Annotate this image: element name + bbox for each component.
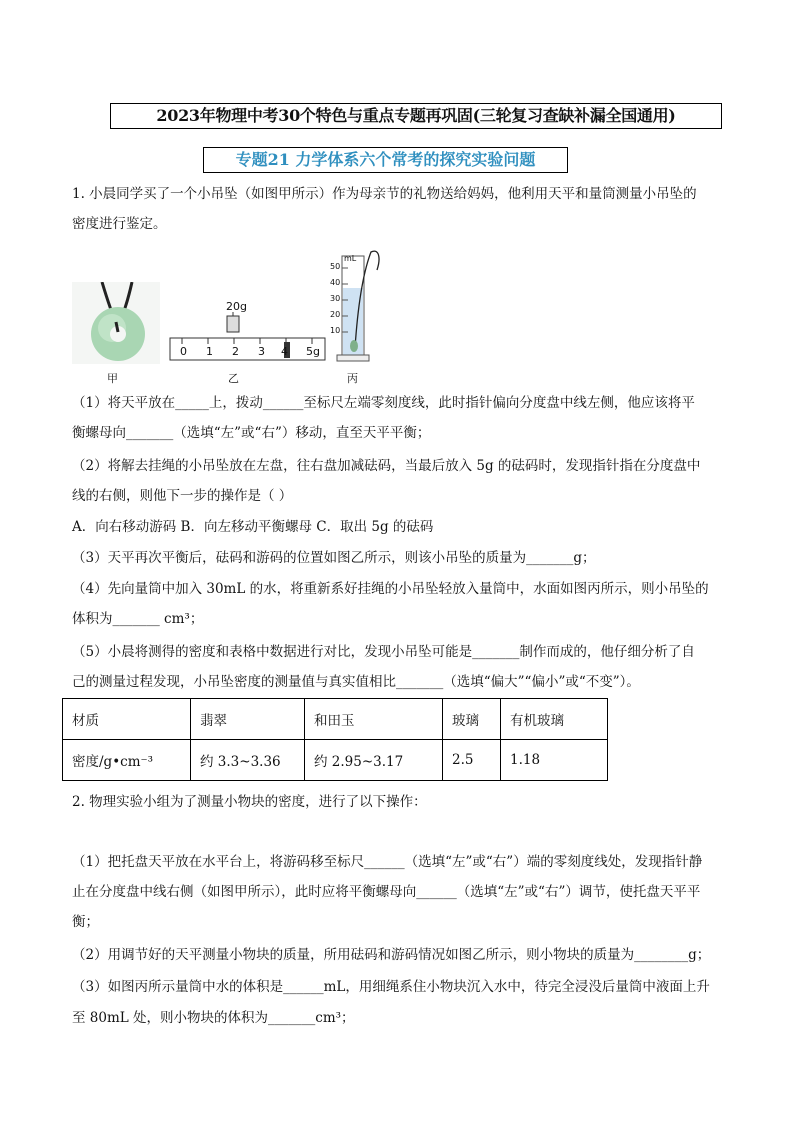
q1-part5-line-1: （5）小晨将测得的密度和表格中数据进行对比，发现小吊坠可能是_______制作而成的，他仔细分析了自 xyxy=(72,644,695,660)
cylinder-unit: mL xyxy=(344,254,357,263)
q1-part4-line-1: （4）先向量筒中加入 30mL 的水，将重新系好挂绳的小吊坠轻放入量筒中，水面如图丙所示，则小吊坠的 xyxy=(72,581,709,597)
q1-part1-line-1: （1）将天平放在_____上，拨动______至标尺左端零刻度线，此时指针偏向分度盘中线左侧，他应该将平 xyxy=(72,395,695,411)
figure-label-bing: 丙 xyxy=(347,372,358,385)
table-row xyxy=(63,740,608,781)
table-cell: 翡翠 xyxy=(191,699,305,740)
ruler-tick-4: 4 xyxy=(281,345,288,358)
jade-pendant-figure xyxy=(72,282,160,364)
q2-part1-line-3: 衡； xyxy=(72,914,99,930)
figure-label-jia: 甲 xyxy=(107,372,118,385)
ruler-tick-2: 2 xyxy=(232,345,239,358)
cylinder-tick-50: 50 xyxy=(330,262,341,271)
q2-part3-line-1: （3）如图丙所示量筒中水的体积是______mL，用细绳系住小物块沉入水中，待完全浸没后量筒中液面上升 xyxy=(72,979,710,995)
q1-part4-line-2: 体积为_______ cm³； xyxy=(72,611,204,627)
q2-part2: （2）用调节好的天平测量小物块的质量，所用砝码和游码情况如图乙所示，则小物块的质量为________g； xyxy=(72,947,711,963)
figure-label-yi: 乙 xyxy=(228,372,239,385)
table-header-row xyxy=(63,699,608,740)
q1-intro-line-1: 1. 小晨同学买了一个小吊坠（如图甲所示）作为母亲节的礼物送给妈妈，他利用天平和量筒测量小吊坠的 xyxy=(72,186,697,202)
table-cell: 密度/g•cm⁻³ xyxy=(63,740,191,781)
table-cell: 约 3.3~3.36 xyxy=(191,740,305,781)
table-cell: 约 2.95~3.17 xyxy=(305,740,443,781)
q1-part2-line-2: 线的右侧，则他下一步的操作是（ ） xyxy=(72,488,293,504)
q2-part3-line-2: 至 80mL 处，则小物块的体积为_______cm³； xyxy=(72,1010,355,1026)
q1-part3: （3）天平再次平衡后，砝码和游码的位置如图乙所示，则该小吊坠的质量为_______g； xyxy=(72,550,596,566)
balance-ruler-figure xyxy=(168,312,328,364)
q1-options: A．向右移动游码 B．向左移动平衡螺母 C．取出 5g 的砝码 xyxy=(72,519,434,535)
page-title: 2023年物理中考30个特色与重点专题再巩固(三轮复习查缺补漏全国通用) xyxy=(110,103,722,129)
table-cell: 2.5 xyxy=(443,740,501,781)
q1-part2-line-1: （2）将解去挂绳的小吊坠放在左盘，往右盘加减砝码，当最后放入 5g 的砝码时，发现指针指在分度盘中 xyxy=(72,458,701,474)
q2-part1-line-1: （1）把托盘天平放在水平台上，将游码移至标尺______（选填“左”或“右”）端的零刻度线处，发现指针静 xyxy=(72,854,703,870)
table-cell: 和田玉 xyxy=(305,699,443,740)
topic-title: 专题21 力学体系六个常考的探究实验问题 xyxy=(203,147,568,173)
cylinder-tick-30: 30 xyxy=(330,294,341,303)
q1-part5-line-2: 己的测量过程发现，小吊坠密度的测量值与真实值相比_______（选填“偏大”“偏小”或“不变”）。 xyxy=(72,674,640,690)
table-cell: 玻璃 xyxy=(443,699,501,740)
q2-intro: 2. 物理实验小组为了测量小物块的密度，进行了以下操作： xyxy=(72,794,427,810)
cylinder-tick-40: 40 xyxy=(330,278,341,287)
weight-mass-label: 20g xyxy=(226,300,247,313)
density-table xyxy=(62,698,608,781)
cylinder-tick-10: 10 xyxy=(330,326,341,335)
table-cell: 1.18 xyxy=(501,740,608,781)
cylinder-tick-20: 20 xyxy=(330,310,341,319)
ruler-tick-3: 3 xyxy=(258,345,265,358)
ruler-tick-1: 1 xyxy=(206,345,213,358)
q1-part1-line-2: 衡螺母向_______（选填“左”或“右”）移动，直至天平平衡； xyxy=(72,425,431,441)
q1-intro-line-2: 密度进行鉴定。 xyxy=(72,216,167,232)
ruler-tick-0: 0 xyxy=(180,345,187,358)
ruler-tick-5: 5g xyxy=(306,345,320,358)
table-cell: 有机玻璃 xyxy=(501,699,608,740)
table-cell: 材质 xyxy=(63,699,191,740)
q2-part1-line-2: 止在分度盘中线右侧（如图甲所示），此时应将平衡螺母向______（选填“左”或“右”）调节，使托盘天平平 xyxy=(72,884,701,900)
